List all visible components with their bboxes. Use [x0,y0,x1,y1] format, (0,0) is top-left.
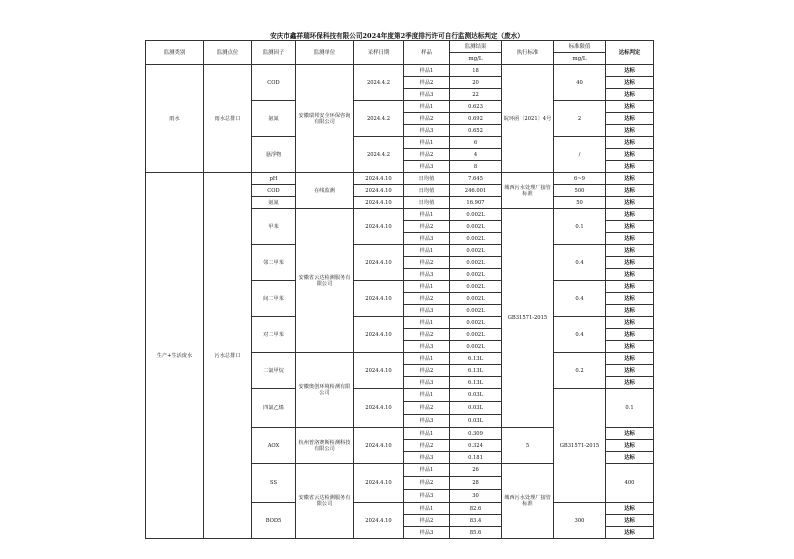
header-date: 采样日期 [354,41,404,65]
toluene-name: 甲苯 [252,209,296,245]
rain-standard: 皖环函〔2021〕4号 [502,65,554,173]
sewage-category: 生产+生活废水 [146,173,204,539]
result-value: 0.002L [450,329,502,341]
result-value: 0.03L [450,402,502,415]
result-value: 0.652 [450,125,502,137]
result-value: 6 [450,137,502,149]
rain-nh3-limit: 2 [554,101,606,137]
judge-pass: 达标 [606,317,654,329]
sample-label: 样品2 [404,402,450,415]
judge-pass: 达标 [606,305,654,317]
lab1-unit: 安徽省云达检测服务有限公司 [296,209,354,353]
online-unit: 在线监测 [296,173,354,209]
dcm-limit: 0.2 [554,353,606,389]
lab3-unit: 杭州普洛赛斯检测科技有限公司 [296,428,354,464]
header-standard: 执行标准 [502,41,554,65]
pce-date: 2024.4.10 [354,389,404,428]
judge-pass: 达标 [606,137,654,149]
mxylene-date: 2024.4.10 [354,281,404,317]
monitoring-table [145,40,654,539]
pxylene-date: 2024.4.10 [354,317,404,353]
result-value: 85.6 [450,527,502,539]
rain-cod-limit: 40 [554,65,606,101]
judge-pass: 达标 [606,329,654,341]
sample-label: 样品3 [404,161,450,173]
judge-pass: 达标 [606,245,654,257]
header-judge: 达标判定 [606,41,654,65]
header-sample: 样品 [404,41,450,65]
dcm-name: 二氯甲烷 [252,353,296,389]
online-standard: 城西污水处理厂接管标准 [502,173,554,209]
sample-label: 样品2 [404,77,450,89]
oxylene-limit: 0.4 [554,245,606,281]
result-value: 0.324 [450,440,502,452]
aox-limit: 5 [502,428,554,464]
sample-label: 样品1 [404,317,450,329]
result-value: 30 [450,490,502,503]
sample-label: 样品3 [404,125,450,137]
bod-date: 2024.4.10 [354,503,404,539]
result-value: 0.002L [450,341,502,353]
result-value: 0.002L [450,269,502,281]
sample-label: 样品1 [404,281,450,293]
result-value: 8 [450,161,502,173]
result-value: 82.6 [450,503,502,515]
rain-ss-name: 悬浮物 [252,137,296,173]
result-value: 0.03L [450,389,502,402]
header-limit-unit: mg/L [554,53,606,65]
result-value: 83.4 [450,515,502,527]
result-value: 26 [450,464,502,477]
header-category: 监测类别 [146,41,204,65]
header-result: 监测结果 [450,41,502,53]
sample-label: 样品1 [404,353,450,365]
online-daily: 日均值 [404,173,450,185]
bod-limit: 300 [554,503,606,539]
online-limit: 500 [554,185,606,197]
online-daily: 日均值 [404,197,450,209]
judge-pass: 达标 [606,377,654,389]
online-item-name: 氨氮 [252,197,296,209]
sample-label: 样品1 [404,503,450,515]
sample-label: 样品3 [404,233,450,245]
result-value: 6.13L [450,353,502,365]
pxylene-limit: 0.4 [554,317,606,353]
online-date: 2024.4.10 [354,185,404,197]
sample-label: 样品1 [404,428,450,440]
sample-label: 样品2 [404,329,450,341]
judge-pass: 达标 [606,77,654,89]
result-value: 0.002L [450,209,502,221]
result-value: 0.181 [450,452,502,464]
result-value: 0.002L [450,281,502,293]
judge-pass: 达标 [606,353,654,365]
sample-label: 样品3 [404,89,450,101]
sample-label: 样品2 [404,365,450,377]
sample-label: 样品2 [404,149,450,161]
document-title: 安庆市鑫祥瑞环保科技有限公司2024年度第2季度排污许可自行监测达标判定（废水） [270,32,524,40]
pce-name: 四氯乙烯 [252,389,296,428]
judge-pass: 达标 [606,452,654,464]
lab4-standard: 城西污水处理厂接管标准 [502,464,554,539]
header-unit: 监测单位 [296,41,354,65]
sample-label: 样品1 [404,389,450,402]
online-limit: 6~9 [554,173,606,185]
dcm-date: 2024.4.10 [354,353,404,389]
sample-label: 样品3 [404,527,450,539]
online-item-name: pH [252,173,296,185]
online-limit: 50 [554,197,606,209]
lab2-unit: 安徽奥创环境检测有限公司 [296,353,354,428]
result-value: 0.002L [450,245,502,257]
result-value: 0.002L [450,293,502,305]
judge-pass: 达标 [606,149,654,161]
online-value: 7.645 [450,173,502,185]
judge-pass: 达标 [606,527,654,539]
header-result-unit: mg/L [450,53,502,65]
result-value: 0.002L [450,221,502,233]
judge-pass: 达标 [606,101,654,113]
rain-ss-limit: / [554,137,606,173]
result-value: 0.692 [450,113,502,125]
judge-pass: 达标 [606,233,654,245]
oxylene-date: 2024.4.10 [354,245,404,281]
sewage-ss-limit: 400 [606,464,654,503]
judge-pass: 达标 [606,173,654,185]
rain-nh3-name: 氨氮 [252,101,296,137]
sample-label: 样品1 [404,137,450,149]
judge-pass: 达标 [606,125,654,137]
toluene-limit: 0.1 [554,209,606,245]
sample-label: 样品2 [404,477,450,490]
aox-name: AOX [252,428,296,464]
result-value: 0.309 [450,428,502,440]
result-value: 20 [450,77,502,89]
sample-label: 样品3 [404,377,450,389]
result-value: 4 [450,149,502,161]
aox-date: 2024.4.10 [354,428,404,464]
sample-label: 样品2 [404,221,450,233]
sample-label: 样品3 [404,305,450,317]
pce-limit: 0.1 [606,389,654,428]
sample-label: 样品3 [404,415,450,428]
judge-pass: 达标 [606,161,654,173]
sample-label: 样品1 [404,245,450,257]
online-value: 246.001 [450,185,502,197]
result-value: 0.002L [450,305,502,317]
result-value: 0.623 [450,101,502,113]
pxylene-name: 对二甲苯 [252,317,296,353]
sample-label: 样品2 [404,293,450,305]
sample-label: 样品3 [404,490,450,503]
judge-pass: 达标 [606,440,654,452]
result-value: 0.002L [450,233,502,245]
judge-pass: 达标 [606,293,654,305]
sample-label: 样品3 [404,341,450,353]
judge-pass: 达标 [606,197,654,209]
result-value: 0.002L [450,257,502,269]
rain-location: 雨水总排口 [204,65,252,173]
rain-cod-date: 2024.4.2 [354,65,404,101]
sample-label: 样品2 [404,113,450,125]
header-location: 监测点位 [204,41,252,65]
oxylene-name: 邻二甲苯 [252,245,296,281]
bod-name: BOD5 [252,503,296,539]
judge-pass: 达标 [606,185,654,197]
toluene-date: 2024.4.10 [354,209,404,245]
judge-pass: 达标 [606,503,654,515]
judge-pass: 达标 [606,89,654,101]
rain-nh3-date: 2024.4.2 [354,101,404,137]
rain-category: 雨水 [146,65,204,173]
online-item-name: COD [252,185,296,197]
sample-label: 样品1 [404,101,450,113]
result-value: 6.13L [450,377,502,389]
judge-pass: 达标 [606,65,654,77]
sample-label: 样品2 [404,515,450,527]
mxylene-name: 间二甲苯 [252,281,296,317]
rain-unit: 安徽瑞邦安全环保咨询有限公司 [296,65,354,173]
sample-label: 样品1 [404,464,450,477]
header-item: 监测因子 [252,41,296,65]
online-date: 2024.4.10 [354,173,404,185]
sewage-ss-name: SS [252,464,296,503]
judge-pass: 达标 [606,428,654,440]
online-daily: 日均值 [404,185,450,197]
result-value: 0.002L [450,317,502,329]
result-value: 22 [450,89,502,101]
judge-pass: 达标 [606,221,654,233]
sample-label: 样品3 [404,452,450,464]
judge-pass: 达标 [606,365,654,377]
result-value: 18 [450,65,502,77]
sewage-location: 污水总排口 [204,173,252,539]
judge-pass: 达标 [606,209,654,221]
lab4-unit: 安徽省云达检测服务有限公司 [296,464,354,539]
result-value: 0.03L [450,415,502,428]
judge-pass: 达标 [606,113,654,125]
sample-label: 样品1 [404,65,450,77]
judge-pass: 达标 [606,269,654,281]
result-value: 28 [450,477,502,490]
sample-label: 样品3 [404,269,450,281]
judge-pass: 达标 [606,341,654,353]
sewage-ss-date: 2024.4.10 [354,464,404,503]
judge-pass: 达标 [606,515,654,527]
header-limit: 标准限值 [554,41,606,53]
judge-pass: 达标 [606,257,654,269]
sample-label: 样品2 [404,257,450,269]
mxylene-limit: 0.4 [554,281,606,317]
sample-label: 样品1 [404,209,450,221]
judge-pass: 达标 [606,281,654,293]
gb-standard-2: GB31571-2015 [554,389,606,503]
rain-cod-name: COD [252,65,296,101]
gb-standard: GB31571-2015 [502,209,554,428]
sample-label: 样品2 [404,440,450,452]
online-date: 2024.4.10 [354,197,404,209]
online-value: 16.907 [450,197,502,209]
result-value: 6.13L [450,365,502,377]
rain-ss-date: 2024.4.2 [354,137,404,173]
